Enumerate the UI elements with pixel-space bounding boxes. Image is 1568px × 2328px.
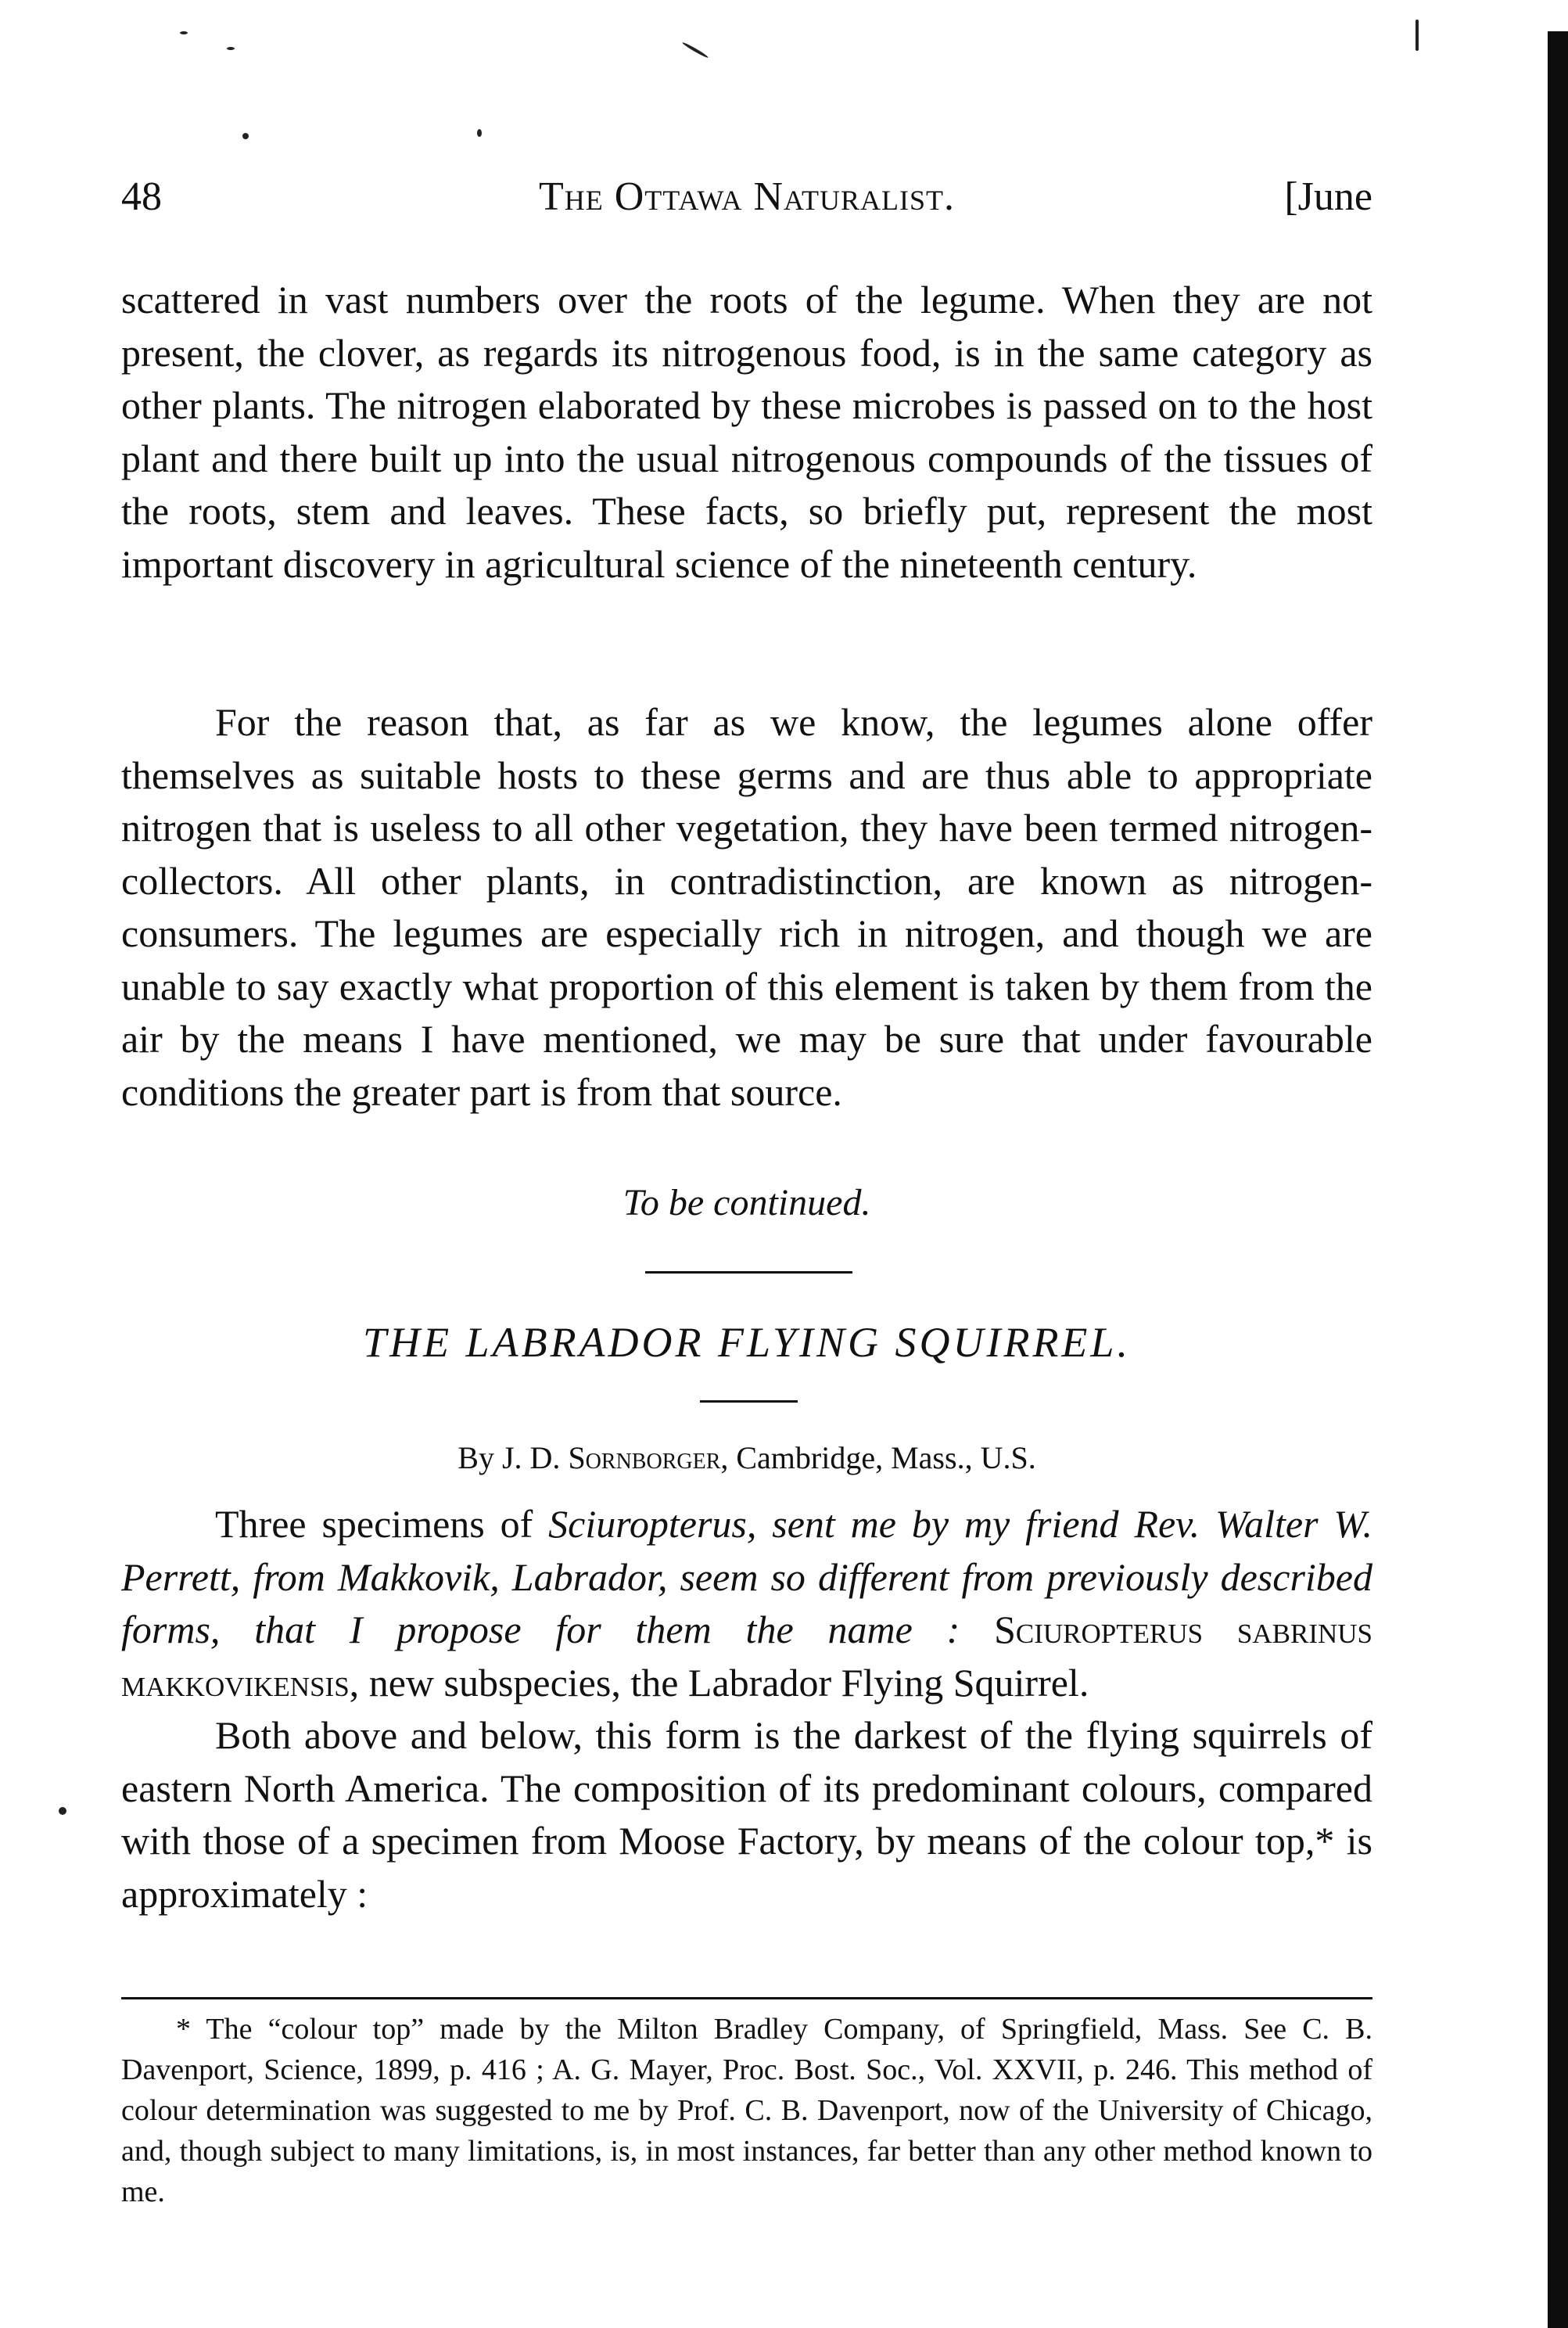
paragraph-legumes xyxy=(121,696,1372,1119)
to-be-continued: To be continued. xyxy=(623,1182,871,1223)
paragraph: scattered in vast numbers over the roots of the legume. When they are not present, the clover, as regards its nitrogenous food, is in the same category as other plants. The nitrogen elaborated by these microbes is passed on to the host plant and there built up into the usual nitrogenous compounds of the tissues of the roots, stem and leaves. These facts, so briefly put, represent the most important discovery in agricultural science of the nineteenth century. xyxy=(121,278,1372,586)
paragraph-colour xyxy=(121,1709,1372,1920)
scan-speck xyxy=(682,41,709,59)
paragraph: Both above and below, this form is the darkest of the flying squirrels of eastern North America. The composition of its predominant colours, compared with those of a specimen from Moose Factory, by means of the colour top,* is approximately : xyxy=(121,1713,1372,1916)
scan-speck xyxy=(227,47,235,50)
scan-speck xyxy=(477,129,482,137)
paragraph-continuation xyxy=(121,274,1372,591)
paragraph xyxy=(121,1498,1372,1709)
scan-speck xyxy=(59,1807,66,1815)
byline-author: Sornborger, xyxy=(568,1440,729,1475)
paragraph-specimens xyxy=(121,1498,1372,1709)
text-run: new subspecies, the Labrador Flying Squirrel. xyxy=(359,1660,1089,1705)
scan-speck xyxy=(180,31,188,34)
page-number: 48 xyxy=(121,174,162,219)
section-divider xyxy=(645,1271,852,1274)
journal-title: The Ottawa Naturalist. xyxy=(538,174,956,219)
paragraph: For the reason that, as far as we know, the legumes alone offer themselves as suitable hosts to these germs and are thus able to appropriate nitrogen that is useless to all other vegetation, they have been termed nitrogen-collectors. All other plants, in contradistinction, are known as nitrogen-consumers. The legumes are especially rich in nitrogen, and though we are unable to say exactly what proportion of this element is taken by them from the air by the means I have mentioned, we may be sure that under favourable conditions the greater part is from that source. xyxy=(121,700,1372,1114)
running-header xyxy=(121,174,1372,228)
issue-month: [June xyxy=(1284,174,1372,219)
subspecies-name: Sciuropterus sabrinus makkovikensis, xyxy=(121,1608,1372,1705)
genus-name: Sciuropterus, xyxy=(548,1502,757,1546)
page-edge-shadow xyxy=(1548,31,1568,2328)
text-run-italic: sent me by my friend Rev. Walter W. Perrett, from Makkovik, Labrador, seem so different from previously described forms, that I propose for them the name : xyxy=(121,1502,1372,1651)
byline-prefix: By J. D. xyxy=(457,1440,561,1475)
byline-place: Cambridge, Mass., U.S. xyxy=(736,1440,1036,1475)
article-title: THE LABRADOR FLYING SQUIRREL. xyxy=(363,1319,1131,1366)
footnote: * The “colour top” made by the Milton Bradley Company, of Springfield, Mass. See C. B. Davenport, Science, 1899, p. 416 ; A. G. Mayer, Proc. Bost. Soc., Vol. XXVII, p. 246. This method of colour determination was suggested to me by Prof. C. B. Davenport, now of the University of Chicago, and, though subject to many limitations, is, in most instances, far better than any other method known to me. xyxy=(121,2013,1372,2208)
footnote-rule xyxy=(121,1997,1372,1999)
scan-speck xyxy=(1416,20,1419,51)
scan-speck xyxy=(242,133,249,139)
text-run: Three specimens of xyxy=(215,1502,549,1546)
title-divider xyxy=(700,1400,798,1403)
byline xyxy=(121,1439,1372,1476)
